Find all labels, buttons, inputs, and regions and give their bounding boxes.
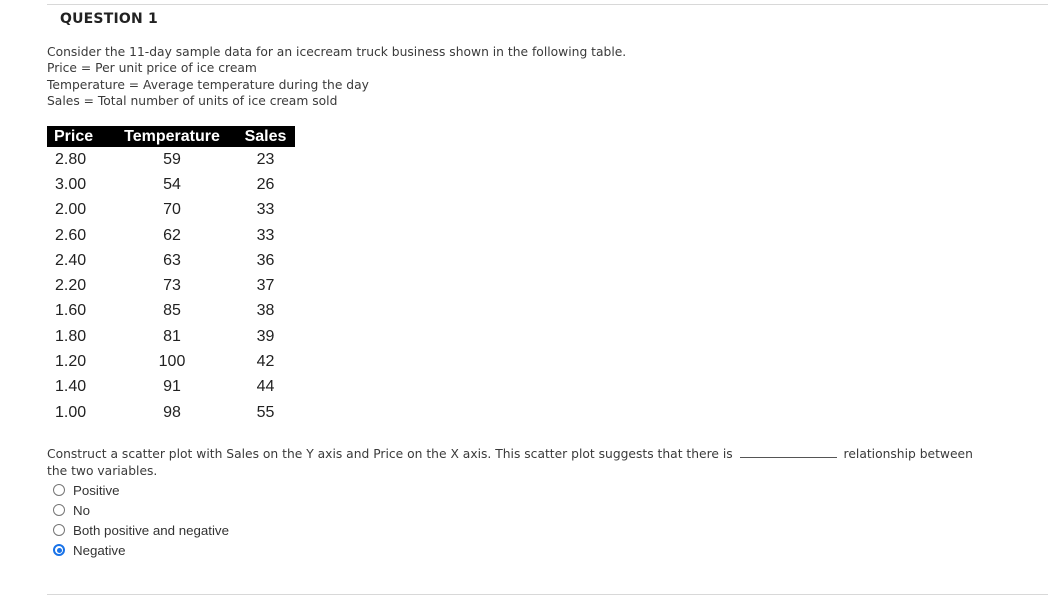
cell-temperature: 81: [163, 327, 181, 345]
header-sales: Sales: [236, 126, 295, 147]
prompt-text-after: relationship between the two variables.: [47, 447, 973, 478]
table-header-row: [47, 126, 295, 147]
intro-line: Temperature = Average temperature during the day: [47, 77, 369, 92]
answer-option[interactable]: [53, 500, 229, 520]
radio-unselected-icon[interactable]: [53, 504, 65, 516]
table-row: [47, 198, 295, 223]
table-row: [47, 147, 295, 172]
cell-temperature: 91: [163, 378, 181, 396]
answer-option-label: Positive: [73, 482, 120, 498]
intro-line: Sales = Total number of units of ice cream sold: [47, 93, 338, 108]
answer-option[interactable]: [53, 520, 229, 540]
cell-price: 2.80: [55, 150, 87, 168]
radio-unselected-icon[interactable]: [53, 484, 65, 496]
cell-price: 2.20: [55, 277, 87, 295]
cell-price: 2.40: [55, 251, 87, 269]
radio-unselected-icon[interactable]: [53, 524, 65, 536]
table-body: [47, 147, 295, 425]
top-divider: [47, 4, 1048, 5]
header-temperature: Temperature: [108, 126, 236, 147]
cell-sales: 33: [256, 226, 275, 244]
table-row: [47, 248, 295, 273]
bottom-divider: [47, 594, 1048, 595]
answer-option-label: No: [73, 502, 90, 518]
prompt-text-before: Construct a scatter plot with Sales on the Y axis and Price on the X axis. This scatter plot suggests that there is: [47, 447, 733, 461]
data-table: [47, 126, 295, 425]
table-row: [47, 223, 295, 248]
cell-temperature: 100: [158, 353, 186, 371]
cell-sales: 33: [256, 201, 275, 219]
cell-temperature: 59: [163, 150, 181, 168]
intro-line: Consider the 11-day sample data for an icecream truck business shown in the following table.: [47, 45, 627, 59]
table-row: [47, 375, 295, 400]
cell-sales: 37: [256, 277, 275, 295]
table-row: [47, 273, 295, 298]
cell-price: 1.40: [55, 378, 87, 396]
answer-option[interactable]: [53, 540, 229, 560]
cell-temperature: 70: [163, 201, 181, 219]
question-intro: [47, 44, 626, 109]
answer-option-label: Both positive and negative: [73, 522, 229, 538]
cell-price: 1.60: [55, 302, 87, 320]
cell-sales: 26: [256, 175, 275, 193]
cell-temperature: 98: [163, 403, 181, 421]
question-prompt: [47, 446, 987, 479]
answer-option-label: Negative: [73, 542, 126, 558]
cell-price: 1.20: [55, 353, 87, 371]
table-row: [47, 299, 295, 324]
cell-temperature: 73: [163, 277, 181, 295]
intro-line: Price = Per unit price of ice cream: [47, 61, 257, 76]
table-row: [47, 324, 295, 349]
cell-temperature: 63: [163, 251, 181, 269]
table-row: [47, 400, 295, 425]
cell-sales: 44: [256, 378, 275, 396]
question-title: QUESTION 1: [60, 11, 158, 27]
cell-sales: 39: [256, 327, 275, 345]
cell-temperature: 62: [163, 226, 181, 244]
answer-options: [53, 480, 229, 560]
answer-option[interactable]: [53, 480, 229, 500]
cell-sales: 42: [256, 353, 275, 371]
table-row: [47, 172, 295, 197]
radio-selected-icon[interactable]: [53, 544, 65, 556]
cell-price: 1.80: [55, 327, 87, 345]
header-price: Price: [47, 126, 108, 147]
cell-temperature: 85: [163, 302, 181, 320]
cell-sales: 23: [256, 150, 275, 168]
cell-price: 1.00: [55, 403, 87, 421]
cell-temperature: 54: [163, 175, 181, 193]
cell-sales: 36: [256, 251, 275, 269]
answer-blank: [740, 448, 837, 458]
cell-price: 2.60: [55, 226, 87, 244]
table-row: [47, 349, 295, 374]
cell-price: 2.00: [55, 201, 87, 219]
cell-sales: 38: [256, 302, 275, 320]
cell-sales: 55: [256, 403, 275, 421]
cell-price: 3.00: [55, 175, 87, 193]
